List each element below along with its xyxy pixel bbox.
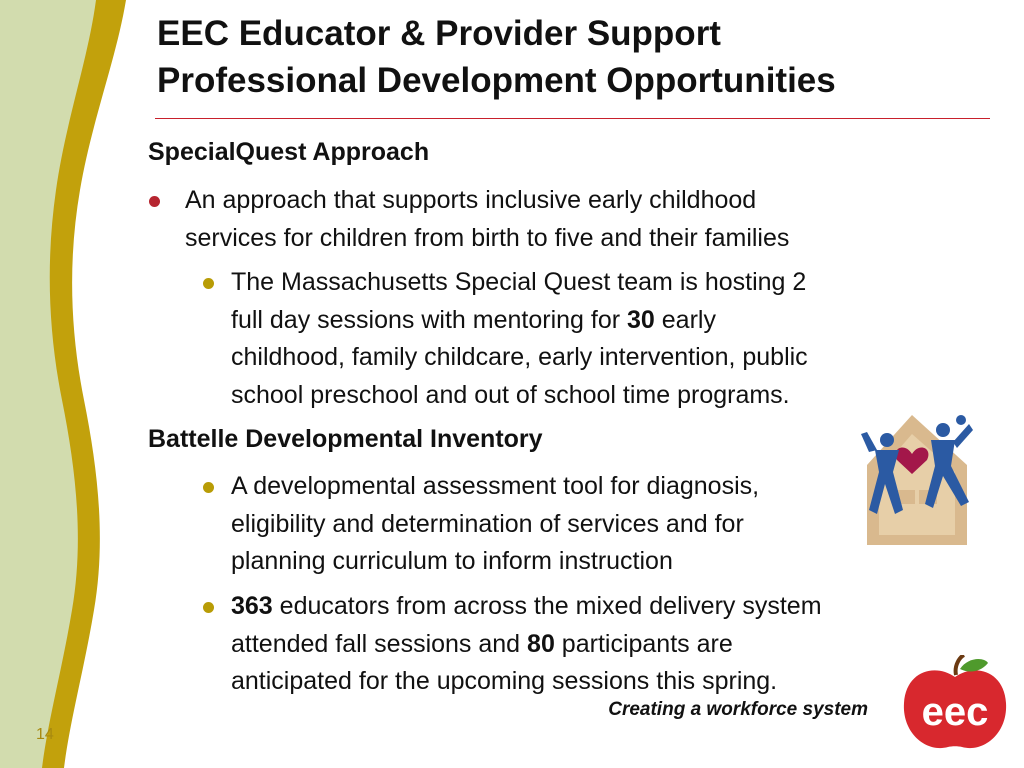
page-number: 14 [36, 726, 54, 743]
bullet-line: school preschool and out of school time programs. [231, 380, 790, 409]
highlight-number: 80 [527, 629, 555, 658]
bullet-dot-gold [203, 278, 214, 289]
bullet-line: educators from across the mixed delivery system [272, 592, 822, 620]
bullet-line: early [654, 305, 716, 334]
bullet-line: attended fall sessions and [231, 629, 528, 658]
bullet-line: services for children from birth to five and their families [185, 223, 790, 252]
bullet-line: childhood, family childcare, early intervention, public [231, 343, 808, 371]
highlight-number: 363 [231, 592, 273, 620]
subbullet-ma-specialquest-team [231, 264, 808, 414]
bullet-specialquest-description [185, 182, 789, 257]
slide-title [157, 10, 997, 104]
bullet-line: An approach that supports inclusive early childhood [185, 186, 757, 214]
subbullet-assessment-tool [231, 468, 759, 581]
bullet-line: full day sessions with mentoring for [231, 305, 628, 334]
left-decorative-panel [0, 0, 140, 768]
bullet-line: eligibility and determination of services and for [231, 509, 744, 538]
bullet-line: The Massachusetts Special Quest team is hosting 2 [231, 268, 807, 296]
bullet-dot-gold [203, 602, 214, 613]
bullet-dot-gold [203, 482, 214, 493]
bullet-line: A developmental assessment tool for diagnosis, [231, 472, 760, 500]
footer-tagline: Creating a workforce system [608, 699, 868, 720]
highlight-number: 30 [627, 305, 655, 334]
title-line-2: Professional Development Opportunities [157, 61, 836, 100]
bullet-line: participants are [554, 629, 733, 658]
section-heading-battelle: Battelle Developmental Inventory [148, 425, 543, 453]
bullet-dot-red [149, 196, 160, 207]
section-heading-specialquest: SpecialQuest Approach [148, 138, 430, 166]
bullet-line: anticipated for the upcoming sessions this spring. [231, 667, 778, 695]
subbullet-educators-attended [231, 588, 822, 701]
title-line-1: EEC Educator & Provider Support [157, 14, 721, 53]
eec-logo-text: eec [921, 690, 989, 734]
eec-apple-logo [900, 655, 1010, 755]
title-divider [155, 118, 990, 119]
bullet-line: planning curriculum to inform instruction [231, 547, 673, 575]
family-house-illustration [857, 410, 977, 550]
